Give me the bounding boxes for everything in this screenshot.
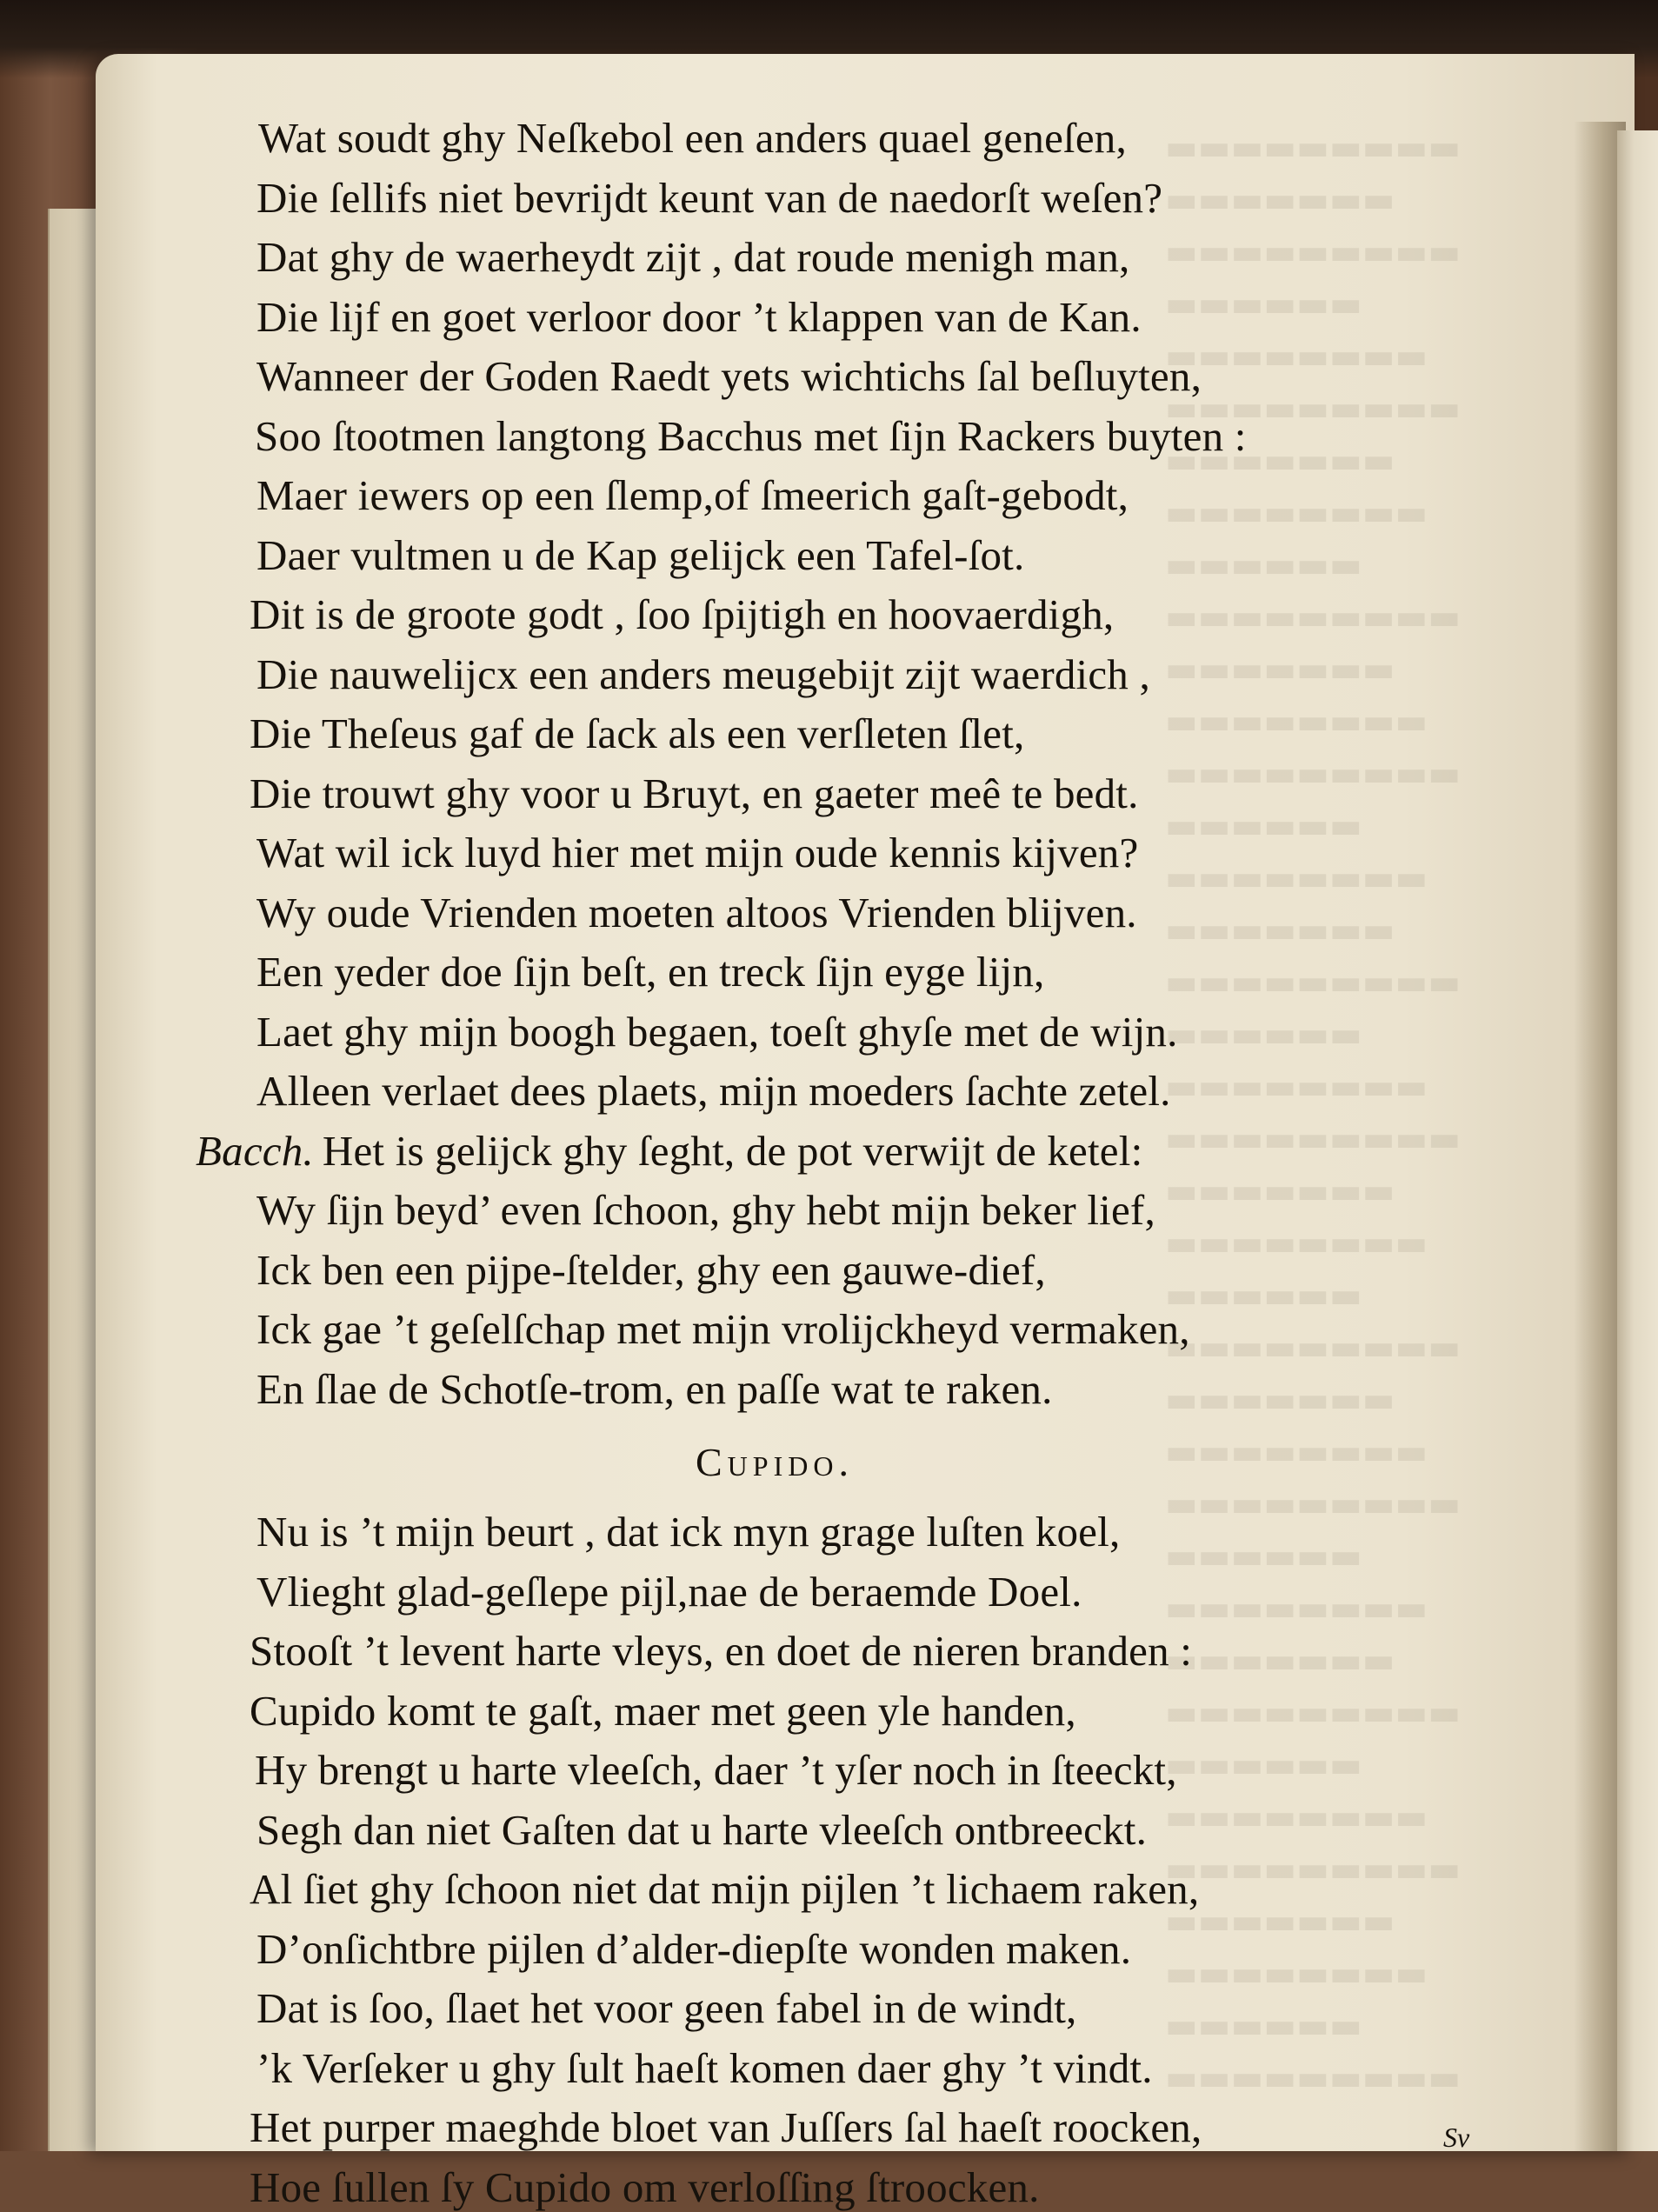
- verse-line: Hoe ſullen ſy Cupido om verloſſing ſtroocken.: [250, 2162, 1040, 2211]
- verse-line: Wat soudt ghy Neſkebol een anders quael geneſen,: [258, 114, 1127, 162]
- verse-line: Het purper maeghde bloet van Juſſers ſal haeſt roocken,: [250, 2103, 1202, 2151]
- section-heading: Cupido.: [696, 1440, 854, 1484]
- verse-line: Segh dan niet Gaſten dat u harte vleeſch ontbreeckt.: [256, 1805, 1148, 1854]
- verse-line: Wat wil ick luyd hier met mijn oude kennis kijven?: [256, 829, 1139, 876]
- verse-line: Ick gae ’t geſelſchap met mijn vrolijckheyd vermaken,: [256, 1305, 1190, 1353]
- verse-line: Die trouwt ghy voor u Bruyt, en gaeter meê te bedt.: [250, 769, 1139, 817]
- verse-line: Die ſellifs niet bevrijdt keunt van de naedorſt weſen?: [256, 173, 1163, 222]
- verse-line: Dat ghy de waerheydt zijt , dat roude menigh man,: [256, 233, 1130, 281]
- verse-line: Vlieght glad-geſlepe pijl,nae de beraemde Doel.: [256, 1567, 1082, 1616]
- verse-line: Die nauwelijcx een anders meugebijt zijt waerdich ,: [256, 650, 1150, 698]
- catchword: Sv: [1443, 2122, 1470, 2153]
- verse-line: Wanneer der Goden Raedt yets wichtichs ſal beſluyten,: [256, 352, 1202, 400]
- verse-line: D’onſichtbre pijlen d’alder-diepſte wonden maken.: [256, 1924, 1132, 1973]
- verse-line: Nu is ’t mijn beurt , dat ick myn grage luſten koel,: [256, 1508, 1121, 1556]
- verse-line: Ick ben een pijpe-ſtelder, ghy een gauwe-dief,: [256, 1245, 1046, 1294]
- verse-line: Daer vultmen u de Kap gelijck een Tafel-ſot.: [256, 530, 1025, 579]
- verse-line: Wy ſijn beyd’ even ſchoon, ghy hebt mijn beker lief,: [256, 1186, 1155, 1234]
- verse-line: Laet ghy mijn boogh begaen, toeſt ghyſe met de wijn.: [256, 1007, 1178, 1056]
- verse-text: Het is gelijck ghy ſeght, de pot verwijt de ketel:: [322, 1126, 1143, 1175]
- verse-line: Die lijf en goet verloor door ’t klappen van de Kan.: [256, 292, 1142, 341]
- speaker-line: [196, 1126, 1142, 1176]
- verse-line: Alleen verlaet dees plaets, mijn moeders ſachte zetel.: [256, 1067, 1171, 1115]
- verse-line: ’k Verſeker u ghy ſult haeſt komen daer ghy ’t vindt.: [256, 2043, 1153, 2092]
- verse-line: Die Theſeus gaf de ſack als een verſleten ſlet,: [250, 710, 1025, 757]
- verse-line: Wy oude Vrienden moeten altoos Vrienden blijven.: [256, 888, 1137, 936]
- show-through-texture: ▬▬▬▬▬▬▬▬▬ ▬▬▬▬▬▬▬ ▬▬▬▬▬▬▬▬▬ ▬▬▬▬▬▬ ▬▬▬▬▬▬▬▬ ▬▬▬▬▬▬▬▬▬ ▬▬▬▬▬▬▬ ▬▬▬▬▬▬▬▬ ▬▬▬▬▬▬ ▬▬▬▬▬▬▬▬▬ ▬▬▬▬▬▬▬ ▬▬▬▬▬▬▬▬ ▬▬▬▬▬▬▬▬▬ ▬▬▬▬▬▬ ▬▬▬▬▬▬▬▬ ▬▬▬▬▬▬▬ ▬▬▬▬▬▬▬▬▬ ▬▬▬▬▬▬ ▬▬▬▬▬▬▬▬ ▬▬▬▬▬▬▬▬▬ ▬▬▬▬▬▬▬ ▬▬▬▬▬▬▬▬ ▬▬▬▬▬▬ ▬▬▬▬▬▬▬▬▬ ▬▬▬▬▬▬▬ ▬▬▬▬▬▬▬▬ ▬▬▬▬▬▬▬▬▬ ▬▬▬▬▬▬ ▬▬▬▬▬▬▬▬ ▬▬▬▬▬▬▬ ▬▬▬▬▬▬▬▬▬ ▬▬▬▬▬▬ ▬▬▬▬▬▬▬▬ ▬▬▬▬▬▬▬▬▬ ▬▬▬▬▬▬▬ ▬▬▬▬▬▬▬▬ ▬▬▬▬▬▬ ▬▬▬▬▬▬▬▬▬: [1165, 128, 1462, 2098]
- speaker-label: Bacch.: [196, 1126, 314, 1175]
- verse-line: Cupido komt te gaſt, maer met geen yle handen,: [250, 1686, 1076, 1735]
- verse-line: Soo ſtootmen langtong Bacchus met ſijn Rackers buyten :: [255, 411, 1247, 460]
- verse-line: En ſlae de Schotſe-trom, en paſſe wat te raken.: [256, 1364, 1053, 1413]
- verse-line: Al ſiet ghy ſchoon niet dat mijn pijlen ’t lichaem raken,: [250, 1865, 1200, 1913]
- verse-line: Dat is ſoo, ſlaet het voor geen fabel in de windt,: [256, 1984, 1077, 2032]
- verse-line: Stooſt ’t levent harte vleys, en doet de nieren branden :: [250, 1627, 1193, 1675]
- verse-line: Hy brengt u harte vleeſch, daer ’t yſer noch in ſteeckt,: [255, 1746, 1177, 1794]
- verse-line: Dit is de groote godt , ſoo ſpijtigh en hoovaerdigh,: [250, 590, 1115, 638]
- verse-line: Een yeder doe ſijn beſt, en treck ſijn eyge lijn,: [256, 948, 1045, 996]
- verse-line: Maer iewers op een ſlemp,of ſmeerich gaſt-gebodt,: [256, 471, 1129, 519]
